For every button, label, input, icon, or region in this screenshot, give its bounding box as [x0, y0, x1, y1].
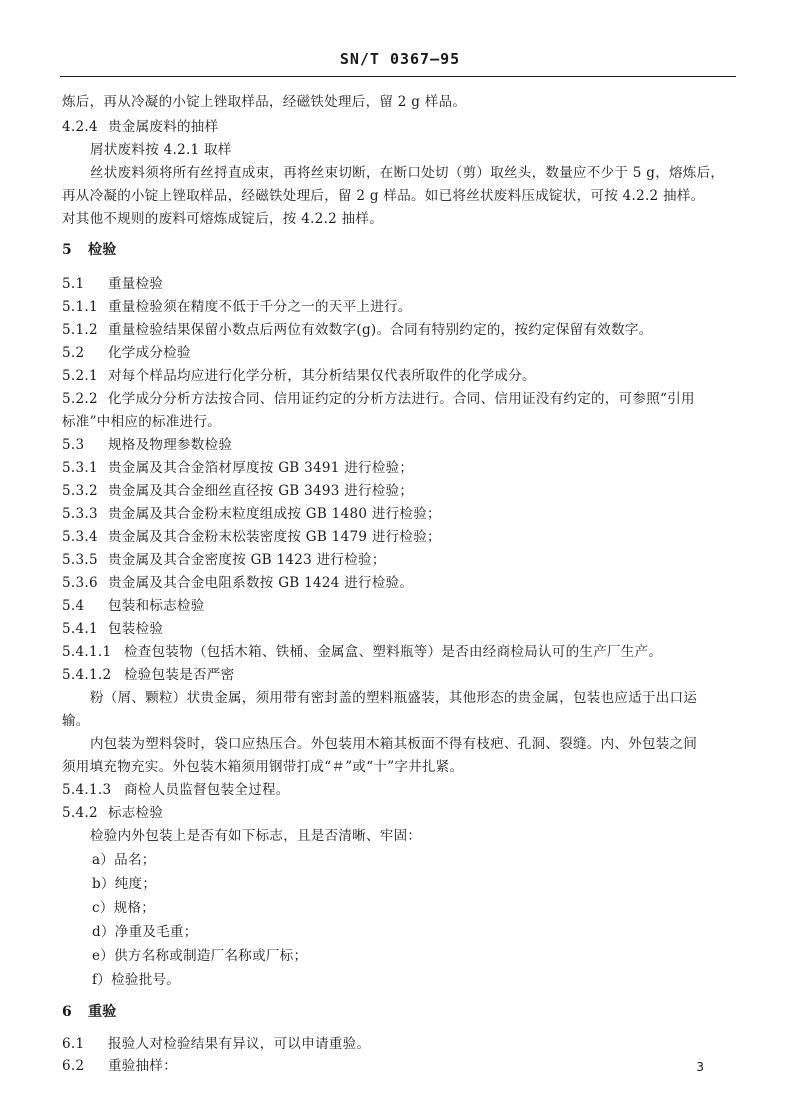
text-line: 输。: [62, 713, 90, 729]
text-line: 内包装为塑料袋时，袋口应热压合。外包装用木箱其板面不得有枝疤、孔洞、裂缝。内、外包装之间: [90, 736, 698, 752]
clause-5-1: 5.1 重量检验: [62, 276, 164, 292]
clause-4-2-4: 4.2.4 贵金属废料的抽样: [62, 119, 219, 135]
text-line: 检验内外包装上是否有如下标志，且是否清晰、牢固：: [90, 828, 422, 844]
page-header: SN/T 0367—95: [339, 50, 461, 68]
text-line: 须用填充物充实。外包装木箱须用钢带打成“＃”或“十”字井扎紧。: [62, 759, 464, 775]
clause-5-3-2: 5.3.2 贵金属及其合金细丝直径按 GB 3493 进行检验；: [62, 483, 414, 499]
clause-5-2-1: 5.2.1 对每个样品均应进行化学分析，其分析结果仅代表所取件的化学成分。: [62, 368, 536, 384]
clause-5-3-6: 5.3.6 贵金属及其合金电阻系数按 GB 1424 进行检验。: [62, 575, 414, 591]
list-item: c）规格；: [92, 900, 156, 916]
text-line: 对其他不规则的废料可熔炼成锭后，按 4.2.2 抽样。: [62, 211, 384, 227]
clause-5-1-1: 5.1.1 重量检验须在精度不低于千分之一的天平上进行。: [62, 299, 412, 315]
list-item: f）检验批号。: [92, 972, 181, 988]
text-line: 标准”中相应的标准进行。: [62, 414, 222, 430]
clause-5-2-2: 5.2.2 化学成分分析方法按合同、信用证约定的分析方法进行。合同、信用证没有约定的，可参照“引用: [62, 391, 695, 407]
text-line: 再从冷凝的小锭上锉取样品，经磁铁处理后，留 2 g 样品。如已将丝状废料压成锭状，可按 4.2.2 抽样。: [62, 188, 705, 204]
clause-5-3: 5.3 规格及物理参数检验: [62, 437, 233, 453]
header-rule: [60, 76, 736, 77]
section-5-heading: 5 检验: [62, 242, 117, 258]
clause-5-4-1-2: 5.4.1.2 检验包装是否严密: [62, 667, 235, 683]
section-6-heading: 6 重验: [62, 1004, 117, 1020]
clause-5-2: 5.2 化学成分检验: [62, 345, 191, 361]
clause-6-1: 6.1 报验人对检验结果有异议，可以申请重验。: [62, 1036, 371, 1052]
clause-5-4-1-1: 5.4.1.1 检查包装物（包括木箱、铁桶、金属盒、塑料瓶等）是否由经商检局认可的生产厂生产。: [62, 644, 663, 660]
clause-5-4-1: 5.4.1 包装检验: [62, 621, 164, 637]
list-item: a）品名；: [92, 852, 156, 868]
clause-5-4-2: 5.4.2 标志检验: [62, 805, 164, 821]
list-item: e）供方名称或制造厂名称或厂标；: [92, 948, 308, 964]
clause-5-3-3: 5.3.3 贵金属及其合金粉末粒度组成按 GB 1480 进行检验；: [62, 506, 441, 522]
clause-5-1-2: 5.1.2 重量检验结果保留小数点后两位有效数字(g)。合同有特别约定的，按约定保留有效数字。: [62, 322, 653, 338]
list-item: d）净重及毛重；: [92, 924, 198, 940]
clause-5-4: 5.4 包装和标志检验: [62, 598, 205, 614]
text-line: 炼后，再从冷凝的小锭上锉取样品，经磁铁处理后，留 2 g 样品。: [62, 94, 467, 110]
clause-6-2: 6.2 重验抽样：: [62, 1058, 177, 1074]
text-line: 粉（屑、颗粒）状贵金属，须用带有密封盖的塑料瓶盛装，其他形态的贵金属，包装也应适于出口运: [90, 690, 698, 706]
clause-5-3-5: 5.3.5 贵金属及其合金密度按 GB 1423 进行检验；: [62, 552, 386, 568]
clause-5-3-4: 5.3.4 贵金属及其合金粉末松装密度按 GB 1479 进行检验；: [62, 529, 441, 545]
text-line: 屑状废料按 4.2.1 取样: [90, 142, 232, 158]
list-item: b）纯度；: [92, 876, 157, 892]
page-number: 3: [696, 1060, 704, 1074]
clause-5-3-1: 5.3.1 贵金属及其合金箔材厚度按 GB 3491 进行检验；: [62, 460, 414, 476]
clause-5-4-1-3: 5.4.1.3 商检人员监督包装全过程。: [62, 782, 290, 798]
text-line: 丝状废料须将所有丝捋直成束，再将丝束切断，在断口处切（剪）取丝头，数量应不少于 5 g，熔炼后，: [90, 165, 725, 181]
